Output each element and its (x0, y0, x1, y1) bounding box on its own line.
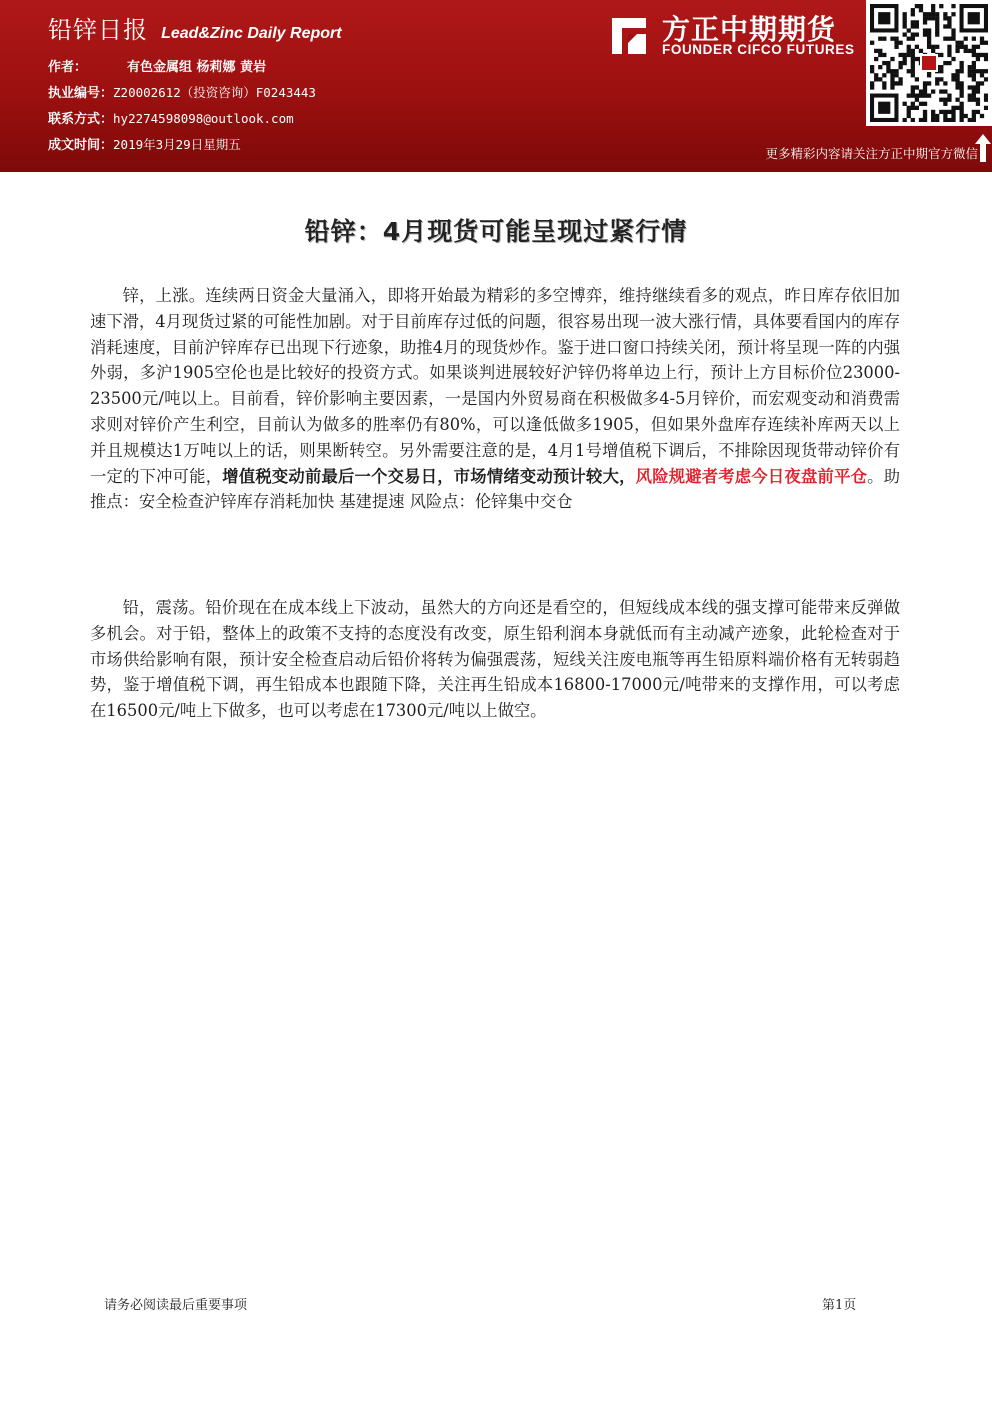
company-logo (604, 8, 859, 64)
meta-date (48, 134, 241, 153)
meta-date-value: 2019年3月29日星期五 (113, 137, 241, 152)
zinc-risk-warning: 风险规避者考虑今日夜盘前平仓 (635, 466, 868, 486)
meta-date-key: 成文时间： (48, 138, 114, 153)
meta-author (48, 56, 266, 75)
report-header (0, 0, 992, 172)
meta-contact (48, 108, 294, 127)
page-number: 第1页 (822, 1298, 857, 1313)
report-title (48, 10, 342, 45)
logo-text-en: FOUNDER CIFCO FUTURES (662, 42, 855, 57)
paragraph-lead: 铅，震荡。铅价现在在成本线上下波动，虽然大的方向还是看空的，但短线成本线的强支撑可能带来反弹做多机会。对于铅，整体上的政策不支持的态度没有改变，原生铅利润本身就低而有主动减产迹象，此轮检查对于市场供给影响有限，预计安全检查启动后铅价将转为偏强震荡，短线关注废电瓶等再生铅原料端价格有无转弱趋势，鉴于增值税下调，再生铅成本也跟随下降，关注再生铅成本16800-17000元/吨带来的支撑作用，可以考虑在16500元/吨上下做多，也可以考虑在17300元/吨以上做空。 (90, 598, 900, 721)
meta-contact-value: hy2274598098@outlook.com (113, 111, 294, 126)
founder-logo-icon (604, 12, 652, 60)
follow-wechat-text: 更多精彩内容请关注方正中期官方微信 (765, 146, 978, 161)
article-title: 铅锌：4月现货可能呈现过紧行情 (304, 217, 688, 246)
meta-author-key: 作者： (48, 60, 88, 75)
logo-text-zh: 方正中期期货 (662, 13, 837, 46)
qr-code (866, 0, 992, 126)
zinc-bold-text: 增值税变动前最后一个交易日，市场情绪变动预计较大， (222, 466, 636, 486)
report-title-en: Lead&Zinc Daily Report (161, 25, 342, 42)
zinc-text-b: 。助推点：安全检查沪锌库存消耗加快 基建提速 风险点：伦锌集中交仓 (90, 466, 900, 512)
footer-notice: 请务必阅读最后重要事项 (104, 1298, 248, 1313)
meta-license-key: 执业编号： (48, 86, 114, 101)
paragraph-zinc (90, 283, 900, 515)
report-title-zh: 铅锌日报 (48, 16, 148, 44)
meta-license (48, 82, 316, 101)
meta-author-value: 有色金属组 杨莉娜 黄岩 (127, 60, 267, 75)
meta-license-value: Z20002612（投资咨询）F0243443 (113, 85, 316, 100)
qr-code-icon (870, 4, 988, 122)
meta-contact-key: 联系方式： (48, 112, 114, 127)
zinc-text-a: 锌，上涨。连续两日资金大量涌入，即将开始最为精彩的多空博弈，维持继续看多的观点，昨日库存依旧加速下滑，4月现货过紧的可能性加剧。对于目前库存过低的问题，很容易出现一波大涨行情，具体要看国内的库存消耗速度，目前沪锌库存已出现下行迹象，助推4月的现货炒作。鉴于进口窗口持续关闭，预计将呈现一阵的内强外弱，多沪1905空伦也是比较好的投资方式。如果谈判进展较好沪锌仍将单边上行，预计上方目标价位23000-23500元/吨以上。目前看，锌价影响主要因素，一是国内外贸易商在积极做多4-5月锌价，而宏观变动和消费需求则对锌价产生利空，目前认为做多的胜率仍有80%，可以逢低做多1905，但如果外盘库存连续补库两天以上并且规模达1万吨以上的话，则果断转空。另外需要注意的是，4月1号增值税下调后，不排除因现货带动锌价有一定的下冲可能， (90, 286, 900, 486)
up-arrow-icon (975, 134, 991, 162)
